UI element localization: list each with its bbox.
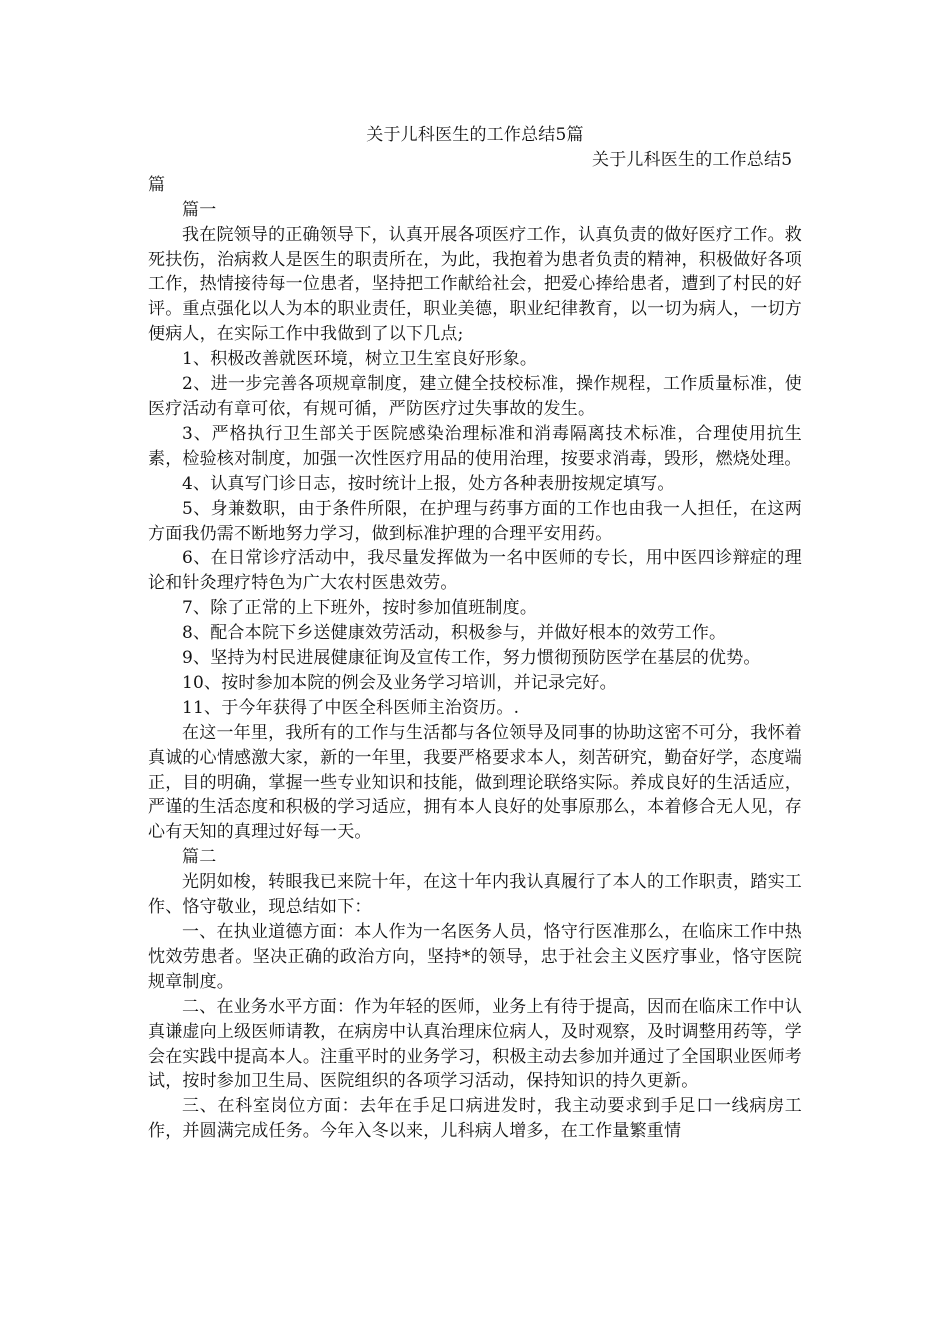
paragraph: 我在院领导的正确领导下，认真开展各项医疗工作，认真负责的做好医疗工作。救死扶伤，治病救人是医生的职责所在，为此，我抱着为患者负责的精神，积极做好各项工作，热情接待每一位患者，坚持把工作献给社会，把爱心捧给患者，遭到了村民的好评。重点强化以人为本的职业责任，职业美德，职业纪律教育，以一切为病人，一切方便病人，在实际工作中我做到了以下几点;: [148, 224, 802, 345]
section-heading: 篇二: [182, 847, 217, 868]
paragraph: 4、认真写门诊日志，按时统计上报，处方各种表册按规定填写。: [182, 473, 675, 494]
section-heading: 篇一: [182, 199, 217, 220]
paragraph: 6、在日常诊疗活动中，我尽量发挥做为一名中医师的专长，用中医四诊辩症的理论和针灸理疗特色为广大农村医患效劳。: [148, 548, 802, 594]
section: [148, 198, 802, 846]
paragraph: 8、配合本院下乡送健康效劳活动，积极参与，并做好根本的效劳工作。: [182, 623, 727, 644]
paragraph: 在这一年里，我所有的工作与生活都与各位领导及同事的协助这密不可分，我怀着真诚的心情感激大家，新的一年里，我要严格要求本人，刻苦研究，勤奋好学，态度端正，目的明确，掌握一些专业知识和技能，做到理论联络实际。养成良好的生活适应，严谨的生活态度和积极的学习适应，拥有本人良好的处事原那么，本着修合无人见，存心有天知的真理过好每一天。: [148, 722, 802, 843]
paragraph: 二、在业务水平方面：作为年轻的医师，业务上有待于提高，因而在临床工作中认真谦虚向上级医师请教，在病房中认真治理床位病人，及时观察，及时调整用药等，学会在实践中提高本人。注重平时的业务学习，积极主动去参加并通过了全国职业医师考试，按时参加卫生局、医院组织的各项学习活动，保持知识的持久更新。: [148, 996, 802, 1092]
section: [148, 845, 802, 1144]
document-subtitle: 关于儿科医生的工作总结5篇: [148, 149, 793, 195]
paragraph: 一、在执业道德方面：本人作为一名医务人员，恪守行医准那么，在临床工作中热忱效劳患者。坚决正确的政治方向，坚持*的领导，忠于社会主义医疗事业，恪守医院规章制度。: [148, 922, 802, 992]
paragraph: 1、积极改善就医环境，树立卫生室良好形象。: [182, 349, 538, 370]
paragraph: 3、严格执行卫生部关于医院感染治理标准和消毒隔离技术标准，合理使用抗生素，检验核对制度，加强一次性医疗用品的使用治理，按要求消毒，毁形，燃烧处理。: [148, 423, 802, 469]
paragraph: 2、进一步完善各项规章制度，建立健全技校标准，操作规程，工作质量标准，使医疗活动有章可依，有规可循，严防医疗过失事故的发生。: [148, 374, 802, 419]
document-title: 关于儿科医生的工作总结5篇: [366, 125, 584, 145]
paragraph: 10、按时参加本院的例会及业务学习培训，并记录完好。: [182, 672, 617, 693]
paragraph: 11、于今年获得了中医全科医师主治资历。.: [182, 697, 520, 718]
paragraph: 9、坚持为村民进展健康征询及宣传工作，努力惯彻预防医学在基层的优势。: [182, 648, 761, 669]
paragraph: 三、在科室岗位方面：去年在手足口病进发时，我主动要求到手足口一线病房工作，并圆满完成任务。今年入冬以来，儿科病人增多，在工作量繁重情: [148, 1096, 802, 1142]
paragraph: 光阴如梭，转眼我已来院十年，在这十年内我认真履行了本人的工作职责，踏实工作、恪守敬业，现总结如下：: [148, 872, 802, 918]
paragraph: 5、身兼数职，由于条件所限，在护理与药事方面的工作也由我一人担任，在这两方面我仍需不断地努力学习，做到标准护理的合理平安用药。: [148, 498, 802, 544]
paragraph: 7、除了正常的上下班外，按时参加值班制度。: [182, 598, 538, 619]
document-body: [148, 123, 802, 1144]
